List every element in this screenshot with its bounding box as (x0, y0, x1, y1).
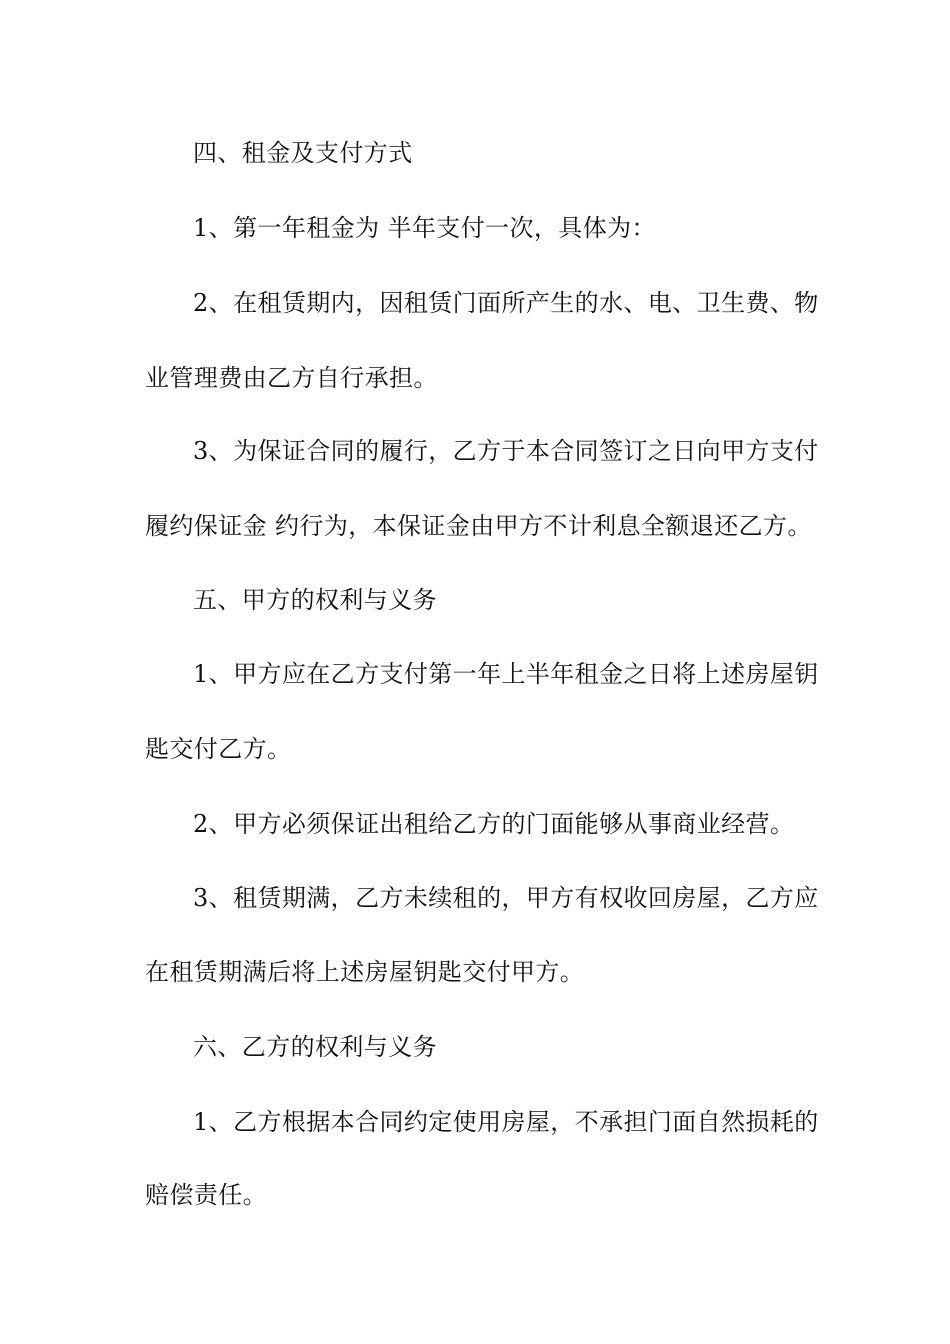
section-heading-party-a: 五、甲方的权利与义务 (193, 586, 437, 614)
clause-4-2: 2、在租赁期内，因租赁门面所产生的水、电、卫生费、物 (193, 289, 819, 317)
section-heading-rent-payment: 四、租金及支付方式 (193, 139, 413, 167)
clause-5-3: 3、租赁期满，乙方未续租的，甲方有权收回房屋，乙方应 (193, 884, 819, 912)
clause-4-3-continued: 履约保证金 约行为，本保证金由甲方不计利息全额退还乙方。 (145, 512, 812, 540)
section-heading-party-b: 六、乙方的权利与义务 (193, 1033, 437, 1061)
clause-5-1: 1、甲方应在乙方支付第一年上半年租金之日将上述房屋钥 (193, 660, 819, 688)
clause-5-1-continued: 匙交付乙方。 (145, 735, 292, 763)
clause-4-1: 1、第一年租金为 半年支付一次，具体为： (193, 214, 656, 242)
clause-5-3-continued: 在租赁期满后将上述房屋钥匙交付甲方。 (145, 958, 585, 986)
clause-4-3: 3、为保证合同的履行，乙方于本合同签订之日向甲方支付 (193, 437, 819, 465)
clause-5-2: 2、甲方必须保证出租给乙方的门面能够从事商业经营。 (193, 810, 795, 838)
clause-6-1-continued: 赔偿责任。 (145, 1181, 267, 1209)
clause-6-1: 1、乙方根据本合同约定使用房屋，不承担门面自然损耗的 (193, 1108, 819, 1136)
clause-4-2-continued: 业管理费由乙方自行承担。 (145, 364, 438, 392)
